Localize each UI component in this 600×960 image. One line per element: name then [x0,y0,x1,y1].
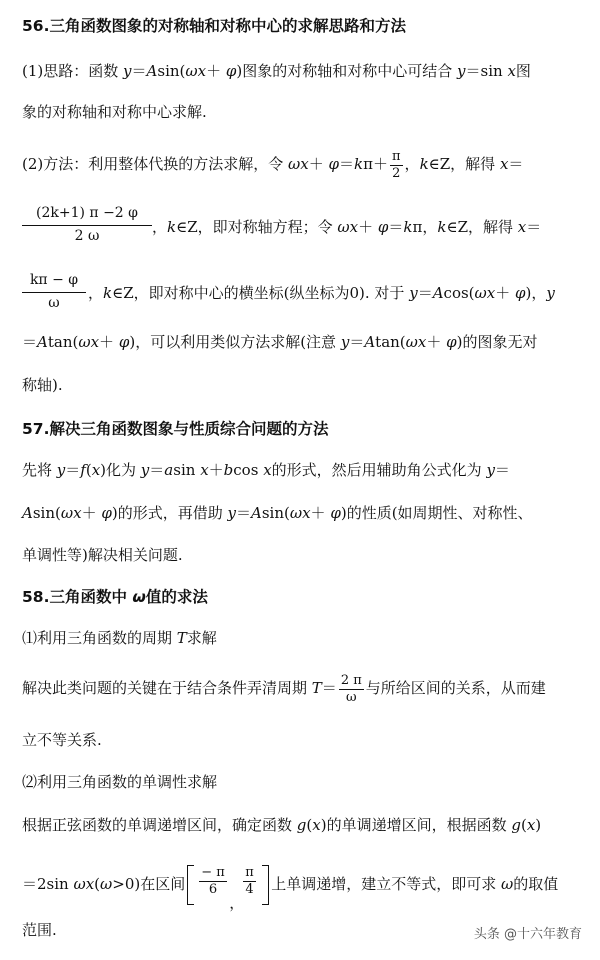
s56-line-7: 称轴). [22,376,63,394]
pi-over-4-fraction: $\frac{\pi}{4}$ [245,865,254,897]
two-pi-over-omega-fraction: $\frac{2 \pi}{\omega}$ [340,672,362,705]
s58-sub-1: ⑴利用三角函数的周期 T求解 [22,629,217,647]
s56-line-3: (2)方法：利用整体代换的方法求解，令 ωx＋ φ＝kπ＋ $\frac{\pi}{2}$ ，k∈Z，解得 x＝ [22,148,524,181]
s56-line-5: ，k∈Z，即对称中心的横坐标(纵坐标为0). 对于 y＝Acos(ωx＋ φ)，y [88,284,555,302]
s58-line-2: 立不等关系. [22,731,102,749]
s57-line-1: 先将 y＝f(x)化为 y＝asin x＋bcos x的形式，然后用辅助角公式化为 y＝ [22,461,510,479]
center-formula-fraction: $\frac{k\pi - \varphi}{\omega}$ [22,272,86,311]
s58-line-5: 范围. [22,921,57,939]
s56-line-6: ＝Atan(ωx＋ φ)，可以利用类似方法求解(注意 y＝Atan(ωx＋ φ)的图象无对 [22,333,538,351]
s58-line-4: ＝2sin ωx(ω>0)在区间 $\frac{- \pi}{6}$ ， $\frac{\pi}{4}$ 上单调递增，建立不等式，即可求 ω的取值 [22,865,559,912]
axis-formula-fraction: $\frac{(2k+1) \pi -2 \varphi}{2 \omega}$ [22,205,152,244]
s58-sub-2: ⑵利用三角函数的单调性求解 [22,773,218,791]
pi-over-2-fraction: $\frac{\pi}{2}$ [392,148,401,181]
section-56-heading: 56.三角函数图象的对称轴和对称中心的求解思路和方法 [22,17,406,35]
s57-line-3: 单调性等)解决相关问题. [22,546,183,564]
s57-line-2: Asin(ωx＋ φ)的形式，再借助 y＝Asin(ωx＋ φ)的性质(如周期性、对称性、 [22,504,533,522]
section-58-heading: 58.三角函数中 ω值的求法 [22,588,208,606]
neg-pi-over-6-fraction: $\frac{- \pi}{6}$ [201,865,225,897]
s56-line-1: (1)思路：函数 y＝Asin(ωx＋ φ)图象的对称轴和对称中心可结合 y＝sin x图 [22,62,531,80]
interval-bracket: $\frac{- \pi}{6}$ ， $\frac{\pi}{4}$ [187,865,269,905]
s56-line-4: ，k∈Z，即对称轴方程；令 ωx＋ φ＝kπ，k∈Z，解得 x＝ [152,218,542,236]
watermark [474,923,582,942]
s56-line-2: 象的对称轴和对称中心求解. [22,103,207,121]
section-57-heading: 57.解决三角函数图象与性质综合问题的方法 [22,420,329,438]
s58-line-3: 根据正弦函数的单调递增区间，确定函数 g(x)的单调递增区间，根据函数 g(x) [22,816,542,834]
s58-line-1: 解决此类问题的关键在于结合条件弄清周期 T＝ $\frac{2 \pi}{\omega}$ 与所给区间的关系，从而建 [22,672,546,705]
watermark-text: 头条 @十六年教育 [473,927,582,942]
